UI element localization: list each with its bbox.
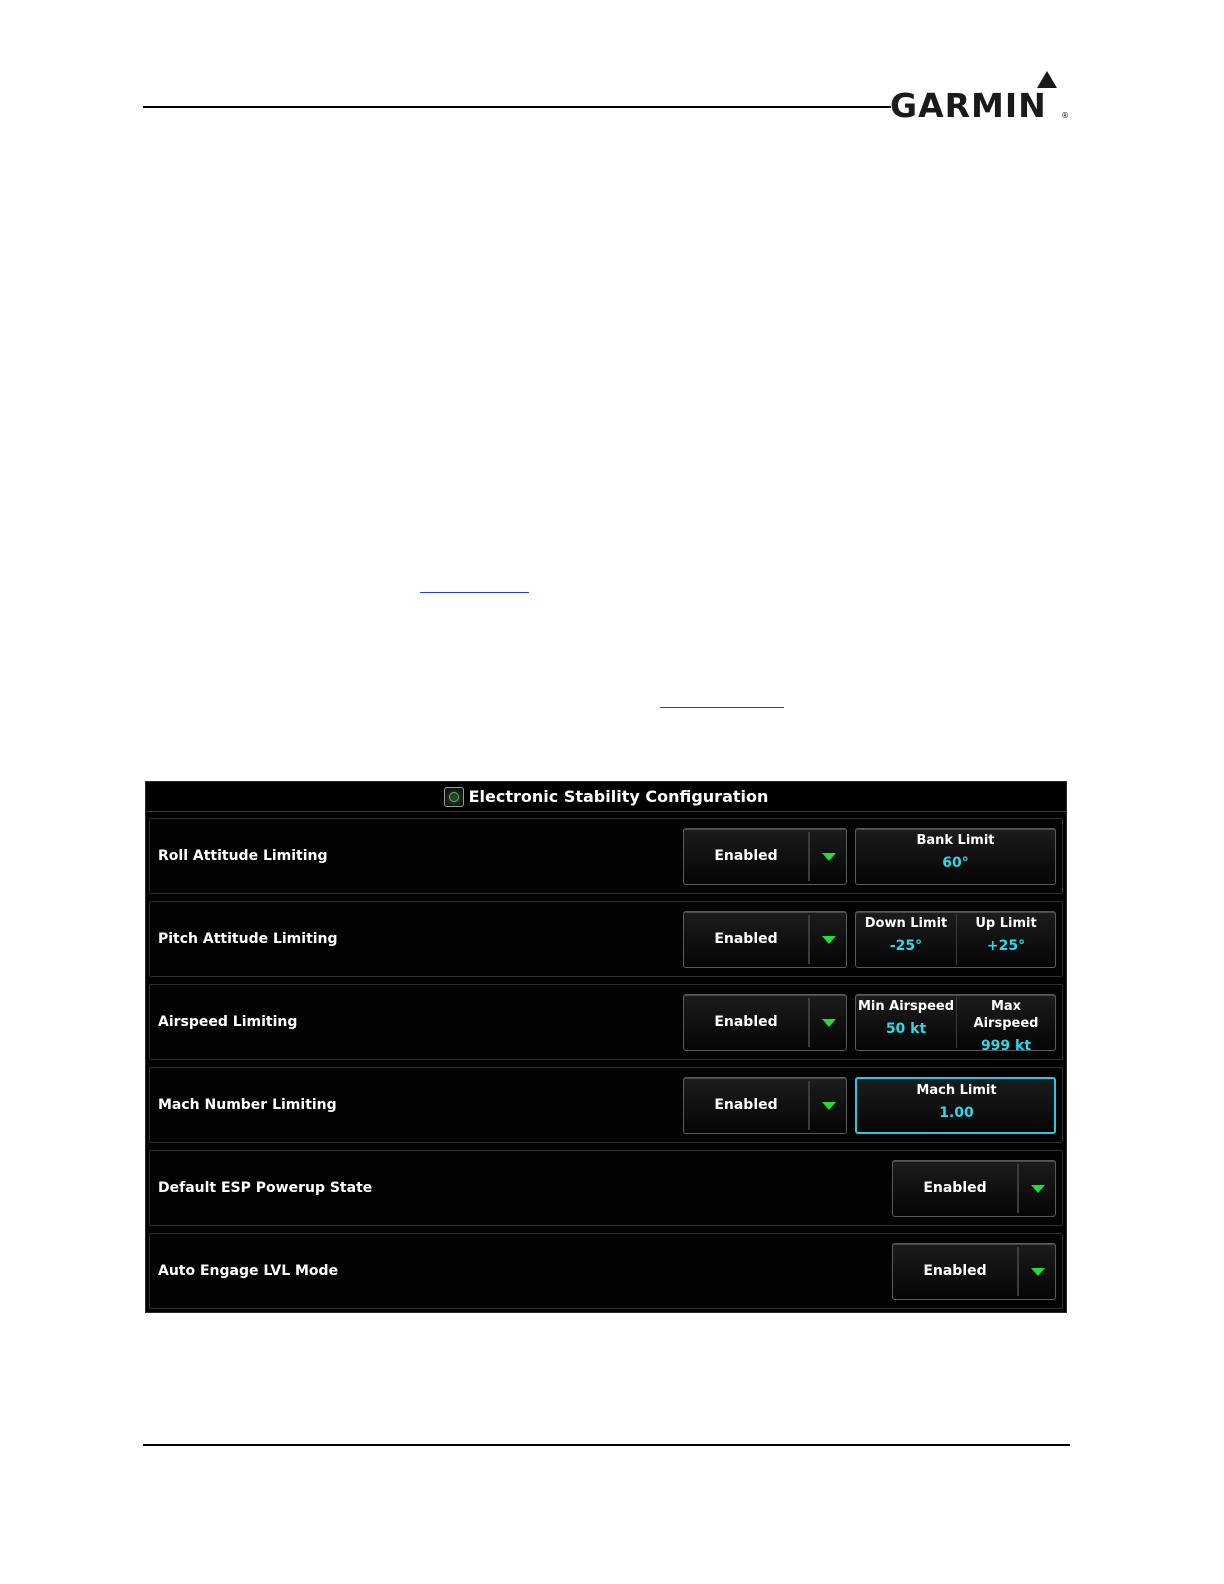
- registered-mark: ®: [1061, 111, 1069, 120]
- dropdown-divider: [1017, 1164, 1019, 1213]
- field-label: Down Limit: [864, 916, 948, 931]
- dropdown-divider: [808, 832, 810, 881]
- row-label: Roll Attitude Limiting: [158, 848, 328, 864]
- airspeed-limiting-dropdown[interactable]: [683, 994, 847, 1051]
- row-pitch-attitude-limiting: [149, 901, 1063, 977]
- up-limit-button[interactable]: [957, 912, 1055, 967]
- row-airspeed-limiting: [149, 984, 1063, 1060]
- field-label: Up Limit: [975, 916, 1037, 931]
- row-label: Default ESP Powerup State: [158, 1180, 373, 1196]
- dropdown-value: Enabled: [923, 1180, 987, 1196]
- panel-title-bar: [146, 782, 1066, 812]
- footer-rule: [143, 1444, 1070, 1446]
- field-label: Max Airspeed: [973, 999, 1039, 1031]
- bank-limit-button[interactable]: [855, 828, 1056, 885]
- field-value: 999 kt: [980, 1038, 1032, 1054]
- row-auto-engage-lvl-mode: [149, 1233, 1063, 1309]
- cross-reference-link[interactable]: [420, 592, 529, 593]
- dropdown-divider: [1017, 1247, 1019, 1296]
- min-airspeed-button[interactable]: [856, 995, 956, 1050]
- field-value: 50 kt: [885, 1021, 927, 1037]
- dropdown-value: Enabled: [714, 1097, 778, 1113]
- dropdown-value: Enabled: [923, 1263, 987, 1279]
- chevron-down-icon: [1031, 1185, 1045, 1193]
- chevron-down-icon: [822, 1019, 836, 1027]
- row-mach-number-limiting: [149, 1067, 1063, 1143]
- field-label: Bank Limit: [916, 833, 995, 848]
- panel-title: Electronic Stability Configuration: [468, 787, 769, 806]
- down-limit-button[interactable]: [856, 912, 956, 967]
- field-label: Min Airspeed: [857, 999, 955, 1014]
- cross-reference-link[interactable]: [660, 707, 784, 708]
- airspeed-limits-button-group: [855, 994, 1056, 1054]
- row-label: Auto Engage LVL Mode: [158, 1263, 339, 1279]
- chevron-down-icon: [1031, 1268, 1045, 1276]
- lvl-mode-dropdown[interactable]: [892, 1243, 1056, 1300]
- field-value: 1.00: [939, 1105, 974, 1121]
- esp-app-icon: [444, 787, 464, 807]
- header-rule: [143, 106, 891, 108]
- dropdown-divider: [808, 1081, 810, 1130]
- chevron-down-icon: [822, 853, 836, 861]
- esp-config-panel: [145, 781, 1067, 1313]
- row-label: Mach Number Limiting: [158, 1097, 337, 1113]
- mach-limit-button[interactable]: [855, 1077, 1056, 1134]
- field-value: +25°: [986, 938, 1026, 954]
- row-default-esp-powerup-state: [149, 1150, 1063, 1226]
- mach-limiting-dropdown[interactable]: [683, 1077, 847, 1134]
- chevron-down-icon: [822, 1102, 836, 1110]
- max-airspeed-button[interactable]: [957, 995, 1055, 1054]
- row-label: Pitch Attitude Limiting: [158, 931, 338, 947]
- dropdown-value: Enabled: [714, 931, 778, 947]
- powerup-state-dropdown[interactable]: [892, 1160, 1056, 1217]
- pitch-limiting-dropdown[interactable]: [683, 911, 847, 968]
- dropdown-divider: [808, 915, 810, 964]
- chevron-down-icon: [822, 936, 836, 944]
- dropdown-value: Enabled: [714, 1014, 778, 1030]
- dropdown-value: Enabled: [714, 848, 778, 864]
- field-value: -25°: [889, 938, 923, 954]
- roll-limiting-dropdown[interactable]: [683, 828, 847, 885]
- dropdown-divider: [808, 998, 810, 1047]
- pitch-limits-button-group: [855, 911, 1056, 968]
- field-label: Mach Limit: [916, 1083, 997, 1098]
- field-value: 60°: [942, 855, 969, 871]
- row-label: Airspeed Limiting: [158, 1014, 298, 1030]
- garmin-logo: GARMIN: [890, 86, 1047, 125]
- row-roll-attitude-limiting: [149, 818, 1063, 894]
